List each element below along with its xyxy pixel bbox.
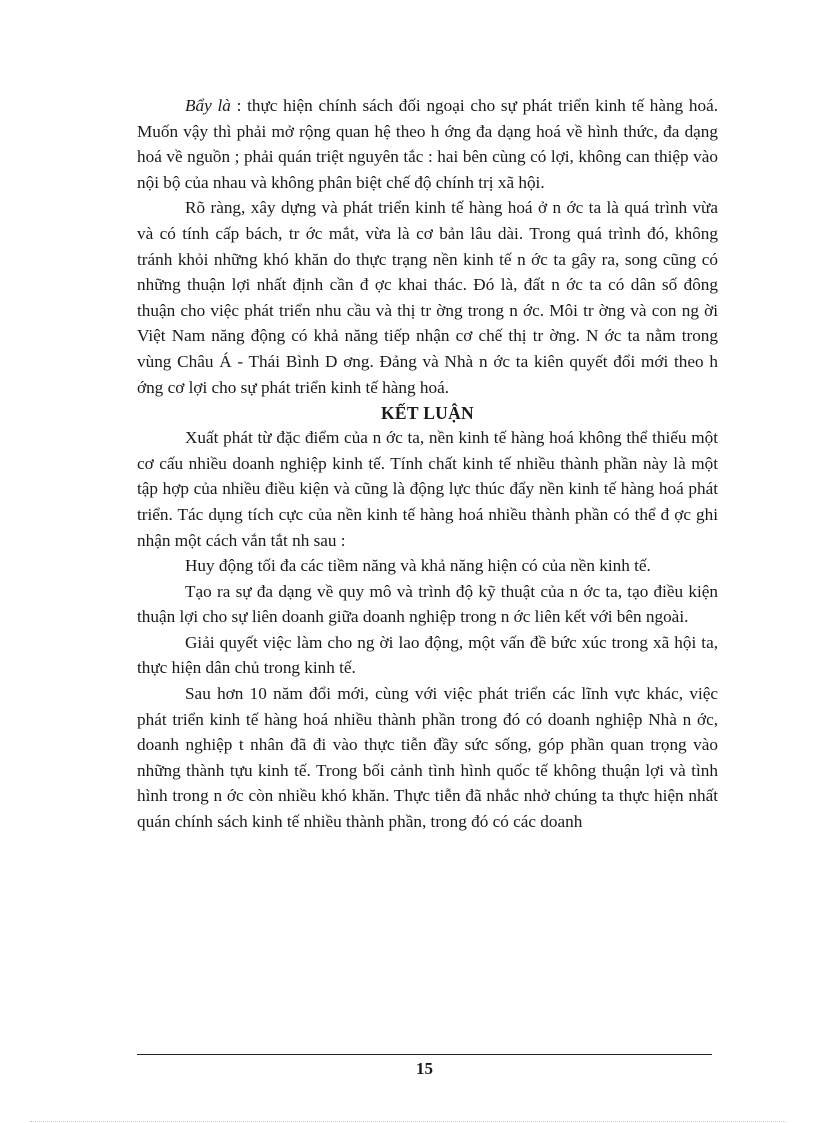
section-heading-conclusion: KẾT LUẬN (380, 403, 474, 424)
paragraph-text: : thực hiện chính sách đối ngoại cho sự phát triển kinh tế hàng hoá. Muốn vậy thì phải mở rộng quan hệ theo h ớng đa dạng hoá về hình thức, đa dạng hoá về nguồn ; phải quán triệt nguyên tắc : hai bên cùng có lợi, không can thiệp vào nội bộ của nhau và không phân biệt chế độ chính trị xã hội. (137, 96, 718, 192)
paragraph-conclusion-intro: Xuất phát từ đặc điểm của n ớc ta, nền kinh tế hàng hoá không thể thiếu một cơ cấu nhiều doanh nghiệp kinh tế. Tính chất kinh tế nhiều thành phần này là một tập hợp của nhiều điều kiện và cũng là động lực thúc đẩy nền kinh tế hàng hoá phát triển. Tác dụng tích cực của nền kinh tế hàng hoá nhiều thành phần có thể đ ợc ghi nhận một cách vắn tắt nh sau : (137, 428, 718, 550)
paragraph-development-summary: Rõ ràng, xây dựng và phát triển kinh tế hàng hoá ở n ớc ta là quá trình vừa và có tính cấp bách, tr ớc mắt, vừa là cơ bản lâu dài. Trong quá trình đó, không tránh khỏi những khó khăn do thực trạng nền kinh tế n ớc ta gây ra, song cũng có những thuận lợi nhất định cần đ ợc khai thác. Đó là, đất n ớc ta có dân số đông thuận cho việc phát triển nhu cầu và thị tr ờng trong n ớc. Môi tr ờng và con ng ời Việt Nam năng động có khả năng tiếp nhận cơ chế thị tr ờng. N ớc ta nằm trong vùng Châu Á - Thái Bình D ơng. Đảng và Nhà n ớc ta kiên quyết đổi mới theo h ớng cơ lợi cho sự phát triển kinh tế hàng hoá. (137, 198, 718, 397)
paragraph-employment: Giải quyết việc làm cho ng ời lao động, một vấn đề bức xúc trong xã hội ta, thực hiện dân chủ trong kinh tế. (137, 632, 718, 678)
document-body (137, 93, 718, 835)
paragraph-lead-italic: Bẩy là (185, 96, 231, 115)
paragraph-mobilize-potential: Huy động tối đa các tiềm năng và khả năng hiện có của nền kinh tế. (185, 556, 651, 576)
paragraph-diversity-scale: Tạo ra sự đa dạng về quy mô và trình độ kỹ thuật của n ớc ta, tạo điều kiện thuận lợi cho sự liên doanh giữa doanh nghiệp trong n ớc liên kết với bên ngoài. (137, 581, 718, 627)
page-bottom-border (30, 1121, 786, 1122)
paragraph-renovation-results: Sau hơn 10 năm đổi mới, cùng với việc phát triển các lĩnh vực khác, việc phát triển kinh tế hàng hoá nhiều thành phần trong đó có doanh nghiệp Nhà n ớc, doanh nghiệp t nhân đã đi vào thực tiễn đầy sức sống, góp phần quan trọng vào những thành tựu kinh tế. Trong bối cảnh tình hình quốc tế không thuận lợi và tình hình trong n ớc còn nhiều khó khăn. Thực tiễn đã nhắc nhở chúng ta thực hiện nhất quán chính sách kinh tế nhiều thành phần, trong đó có các doanh (137, 684, 718, 832)
footer-divider (137, 1054, 712, 1055)
paragraph-foreign-policy (137, 93, 718, 195)
page-number: 15 (416, 1059, 433, 1078)
